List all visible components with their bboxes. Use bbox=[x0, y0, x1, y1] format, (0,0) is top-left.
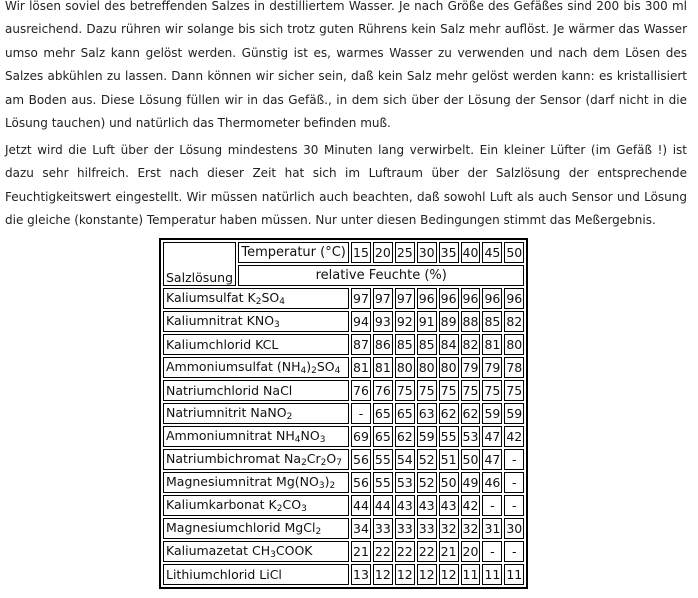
humidity-value-cell: 55 bbox=[373, 449, 393, 470]
humidity-value-cell: 12 bbox=[439, 564, 459, 585]
table-row bbox=[163, 518, 524, 539]
humidity-value-cell: 32 bbox=[461, 518, 481, 539]
humidity-value-cell: 69 bbox=[351, 426, 371, 447]
temperature-header-cell: 20 bbox=[373, 242, 393, 263]
humidity-value-cell: 43 bbox=[439, 495, 459, 516]
humidity-value-cell: 82 bbox=[504, 311, 524, 332]
humidity-value-cell: 59 bbox=[417, 426, 437, 447]
humidity-value-cell: 80 bbox=[395, 357, 415, 378]
humidity-value-cell: 65 bbox=[373, 426, 393, 447]
table-row bbox=[163, 564, 524, 585]
humidity-value-cell: 11 bbox=[461, 564, 481, 585]
formula-subscript: 4 bbox=[294, 435, 301, 445]
salt-name-cell: Natriumbichromat $Na_2Cr_2O_7$ bbox=[163, 449, 349, 470]
formula-subscript: 3 bbox=[301, 504, 307, 514]
formula-subscript: 7 bbox=[336, 458, 342, 468]
humidity-value-cell: 62 bbox=[439, 403, 459, 424]
salt-column-header: Salzlösung bbox=[163, 242, 236, 286]
table-row bbox=[163, 334, 524, 355]
temperature-header-cell: 15 bbox=[351, 242, 371, 263]
humidity-value-cell: - bbox=[504, 541, 524, 562]
humidity-value-cell: 50 bbox=[439, 472, 459, 493]
humidity-value-cell: 53 bbox=[461, 426, 481, 447]
formula-subscript: 2 bbox=[286, 412, 293, 422]
table-row bbox=[163, 541, 524, 562]
humidity-value-cell: 81 bbox=[482, 334, 502, 355]
formula-subscript: 2 bbox=[329, 481, 336, 491]
salt-name-cell: Lithiumchlorid LiCl bbox=[163, 564, 349, 585]
humidity-value-cell: 65 bbox=[373, 403, 393, 424]
temperature-header-row bbox=[163, 242, 524, 263]
humidity-value-cell: 21 bbox=[439, 541, 459, 562]
humidity-value-cell: 42 bbox=[504, 426, 524, 447]
salt-name-cell: Kaliumchlorid KCL bbox=[163, 334, 349, 355]
humidity-value-cell: 81 bbox=[351, 357, 371, 378]
humidity-value-cell: 76 bbox=[373, 380, 393, 401]
humidity-value-cell: 11 bbox=[504, 564, 524, 585]
humidity-value-cell: 65 bbox=[395, 403, 415, 424]
humidity-value-cell: 56 bbox=[351, 449, 371, 470]
humidity-value-cell: 85 bbox=[417, 334, 437, 355]
humidity-value-cell: 97 bbox=[395, 288, 415, 309]
salt-name-cell: Natriumchlorid NaCl bbox=[163, 380, 349, 401]
table-row bbox=[163, 288, 524, 309]
humidity-value-cell: 75 bbox=[439, 380, 459, 401]
formula-subscript: 4 bbox=[300, 366, 307, 376]
humidity-value-cell: 89 bbox=[439, 311, 459, 332]
humidity-value-cell: 12 bbox=[417, 564, 437, 585]
humidity-value-cell: 92 bbox=[395, 311, 415, 332]
humidity-value-cell: 53 bbox=[395, 472, 415, 493]
humidity-value-cell: 51 bbox=[439, 449, 459, 470]
humidity-value-cell: - bbox=[504, 449, 524, 470]
formula-subscript: 3 bbox=[270, 550, 276, 560]
temperature-header-cell: 45 bbox=[482, 242, 502, 263]
formula-subscript: 4 bbox=[279, 297, 285, 307]
humidity-value-cell: - bbox=[504, 495, 524, 516]
humidity-value-cell: 44 bbox=[351, 495, 371, 516]
humidity-value-cell: 85 bbox=[482, 311, 502, 332]
humidity-value-cell: 22 bbox=[373, 541, 393, 562]
salt-name-cell: Kaliumazetat $CH_3COOK$ bbox=[163, 541, 349, 562]
formula-subscript: 3 bbox=[274, 320, 280, 330]
humidity-value-cell: 34 bbox=[351, 518, 371, 539]
humidity-value-cell: 75 bbox=[417, 380, 437, 401]
humidity-value-cell: 63 bbox=[417, 403, 437, 424]
humidity-value-cell: 76 bbox=[351, 380, 371, 401]
humidity-value-cell: 32 bbox=[439, 518, 459, 539]
humidity-value-cell: 97 bbox=[373, 288, 393, 309]
formula-subscript: 2 bbox=[276, 504, 283, 514]
table-row bbox=[163, 495, 524, 516]
humidity-value-cell: 96 bbox=[417, 288, 437, 309]
humidity-value-cell: - bbox=[482, 541, 502, 562]
formula-subscript: 2 bbox=[301, 458, 307, 468]
humidity-value-cell: 13 bbox=[351, 564, 371, 585]
humidity-value-cell: - bbox=[351, 403, 371, 424]
humidity-value-cell: 33 bbox=[417, 518, 437, 539]
humidity-value-cell: 79 bbox=[461, 357, 481, 378]
relative-humidity-header: relative Feuchte (%) bbox=[238, 265, 524, 286]
salt-name-cell: Kaliumkarbonat $K_2CO_3$ bbox=[163, 495, 349, 516]
humidity-value-cell: 80 bbox=[439, 357, 459, 378]
table-row bbox=[163, 449, 524, 470]
table-row bbox=[163, 357, 524, 378]
table-row bbox=[163, 472, 524, 493]
humidity-value-cell: 79 bbox=[482, 357, 502, 378]
humidity-value-cell: 97 bbox=[351, 288, 371, 309]
humidity-value-cell: 78 bbox=[504, 357, 524, 378]
humidity-value-cell: 94 bbox=[351, 311, 371, 332]
humidity-value-cell: 96 bbox=[439, 288, 459, 309]
humidity-value-cell: 75 bbox=[504, 380, 524, 401]
humidity-value-cell: 43 bbox=[417, 495, 437, 516]
humidity-value-cell: 47 bbox=[482, 449, 502, 470]
humidity-value-cell: 44 bbox=[373, 495, 393, 516]
humidity-value-cell: 96 bbox=[482, 288, 502, 309]
humidity-value-cell: 82 bbox=[461, 334, 481, 355]
formula-subscript: 3 bbox=[319, 435, 326, 445]
humidity-value-cell: 93 bbox=[373, 311, 393, 332]
humidity-value-cell: 54 bbox=[395, 449, 415, 470]
procedure-paragraph: Jetzt wird die Luft über der Lösung mindestens 30 Minuten lang verwirbelt. Ein kleiner Lüfter (im Gefäß !) ist dazu sehr hilfreich. Erst nach dieser Zeit hat sich im Luftraum über der Salzlösung der entsprechende Feuchtigkeitswert eingestellt. Wir müssen natürlich auch beachten, daß sowohl Luft als auch Sensor und Lösung die gleiche (konstante) Temperatur haben müssen. Nur unter diesen Bedingungen stimmt das Meßergebnis. bbox=[5, 143, 687, 228]
humidity-value-cell: 22 bbox=[417, 541, 437, 562]
humidity-value-cell: 85 bbox=[395, 334, 415, 355]
formula-subscript: 2 bbox=[320, 458, 327, 468]
table-row bbox=[163, 426, 524, 447]
humidity-value-cell: 47 bbox=[482, 426, 502, 447]
humidity-value-cell: 12 bbox=[373, 564, 393, 585]
humidity-value-cell: 62 bbox=[395, 426, 415, 447]
humidity-value-cell: 75 bbox=[461, 380, 481, 401]
humidity-value-cell: 49 bbox=[461, 472, 481, 493]
temperature-label: Temperatur (°C) bbox=[238, 242, 349, 263]
humidity-value-cell: 20 bbox=[461, 541, 481, 562]
table-row bbox=[163, 380, 524, 401]
humidity-value-cell: 59 bbox=[482, 403, 502, 424]
humidity-value-cell: 12 bbox=[395, 564, 415, 585]
humidity-value-cell: 81 bbox=[373, 357, 393, 378]
humidity-value-cell: 86 bbox=[373, 334, 393, 355]
humidity-value-cell: 43 bbox=[395, 495, 415, 516]
humidity-value-cell: 30 bbox=[504, 518, 524, 539]
humidity-value-cell: 96 bbox=[461, 288, 481, 309]
salt-name-cell: Natriumnitrit NaNO$_2$ bbox=[163, 403, 349, 424]
intro-paragraph: Wir lösen soviel des betreffenden Salzes in destilliertem Wasser. Je nach Größe des Gefäßes sind 200 bis 300 ml ausreichend. Dazu rühren wir solange bis sich trotz guten Rührens kein Salz mehr auflöst. Je wärmer das Wasser umso mehr Salz kann gelöst werden. Günstig ist es, warmes Wasser zu verwenden und nach dem Lösen des Salzes abkühlen zu lassen. Dann können wir sicher sein, daß kein Salz mehr gelöst werden kann: es kristallisiert am Boden aus. Diese Lösung füllen wir in das Gefäß., in dem sich über der Lösung der Sensor (darf nicht in die Lösung tauchen) und natürlich das Thermometer befinden muß. bbox=[5, 0, 687, 131]
humidity-value-cell: 55 bbox=[439, 426, 459, 447]
humidity-value-cell: - bbox=[504, 472, 524, 493]
humidity-value-cell: - bbox=[482, 495, 502, 516]
formula-subscript: 2 bbox=[315, 527, 322, 537]
humidity-value-cell: 55 bbox=[373, 472, 393, 493]
humidity-value-cell: 91 bbox=[417, 311, 437, 332]
salt-name-cell: Magnesiumchlorid MgCl$_2$ bbox=[163, 518, 349, 539]
humidity-value-cell: 11 bbox=[482, 564, 502, 585]
humidity-value-cell: 56 bbox=[351, 472, 371, 493]
humidity-value-cell: 87 bbox=[351, 334, 371, 355]
humidity-value-cell: 22 bbox=[395, 541, 415, 562]
humidity-value-cell: 84 bbox=[439, 334, 459, 355]
formula-subscript: 2 bbox=[311, 366, 317, 376]
humidity-value-cell: 31 bbox=[482, 518, 502, 539]
humidity-value-cell: 59 bbox=[504, 403, 524, 424]
humidity-value-cell: 80 bbox=[417, 357, 437, 378]
formula-subscript: 2 bbox=[255, 297, 262, 307]
temperature-header-cell: 35 bbox=[439, 242, 459, 263]
humidity-value-cell: 33 bbox=[395, 518, 415, 539]
humidity-value-cell: 52 bbox=[417, 449, 437, 470]
temperature-header-cell: 25 bbox=[395, 242, 415, 263]
humidity-value-cell: 62 bbox=[461, 403, 481, 424]
temperature-header-cell: 30 bbox=[417, 242, 437, 263]
humidity-value-cell: 50 bbox=[461, 449, 481, 470]
formula-subscript: 3 bbox=[318, 481, 325, 491]
humidity-value-cell: 46 bbox=[482, 472, 502, 493]
salt-name-cell: Ammoniumnitrat $NH_4NO_3$ bbox=[163, 426, 349, 447]
temperature-header-cell: 40 bbox=[461, 242, 481, 263]
humidity-value-cell: 42 bbox=[461, 495, 481, 516]
humidity-value-cell: 96 bbox=[504, 288, 524, 309]
table-row bbox=[163, 311, 524, 332]
humidity-value-cell: 33 bbox=[373, 518, 393, 539]
salt-name-cell: Magnesiumnitrat $Mg(NO_3)_2$ bbox=[163, 472, 349, 493]
salt-humidity-table bbox=[159, 238, 528, 589]
salt-name-cell: Ammoniumsulfat $(NH_4)_2SO_4$ bbox=[163, 357, 349, 378]
humidity-value-cell: 52 bbox=[417, 472, 437, 493]
temperature-header-cell: 50 bbox=[504, 242, 524, 263]
humidity-value-cell: 75 bbox=[482, 380, 502, 401]
humidity-table-container bbox=[159, 238, 528, 589]
humidity-value-cell: 21 bbox=[351, 541, 371, 562]
salt-name-cell: Kaliumsulfat $K_2SO_4$ bbox=[163, 288, 349, 309]
humidity-value-cell: 88 bbox=[461, 311, 481, 332]
table-row bbox=[163, 403, 524, 424]
formula-subscript: 4 bbox=[334, 366, 341, 376]
salt-name-cell: Kaliumnitrat $KNO_3$ bbox=[163, 311, 349, 332]
humidity-value-cell: 80 bbox=[504, 334, 524, 355]
humidity-value-cell: 75 bbox=[395, 380, 415, 401]
